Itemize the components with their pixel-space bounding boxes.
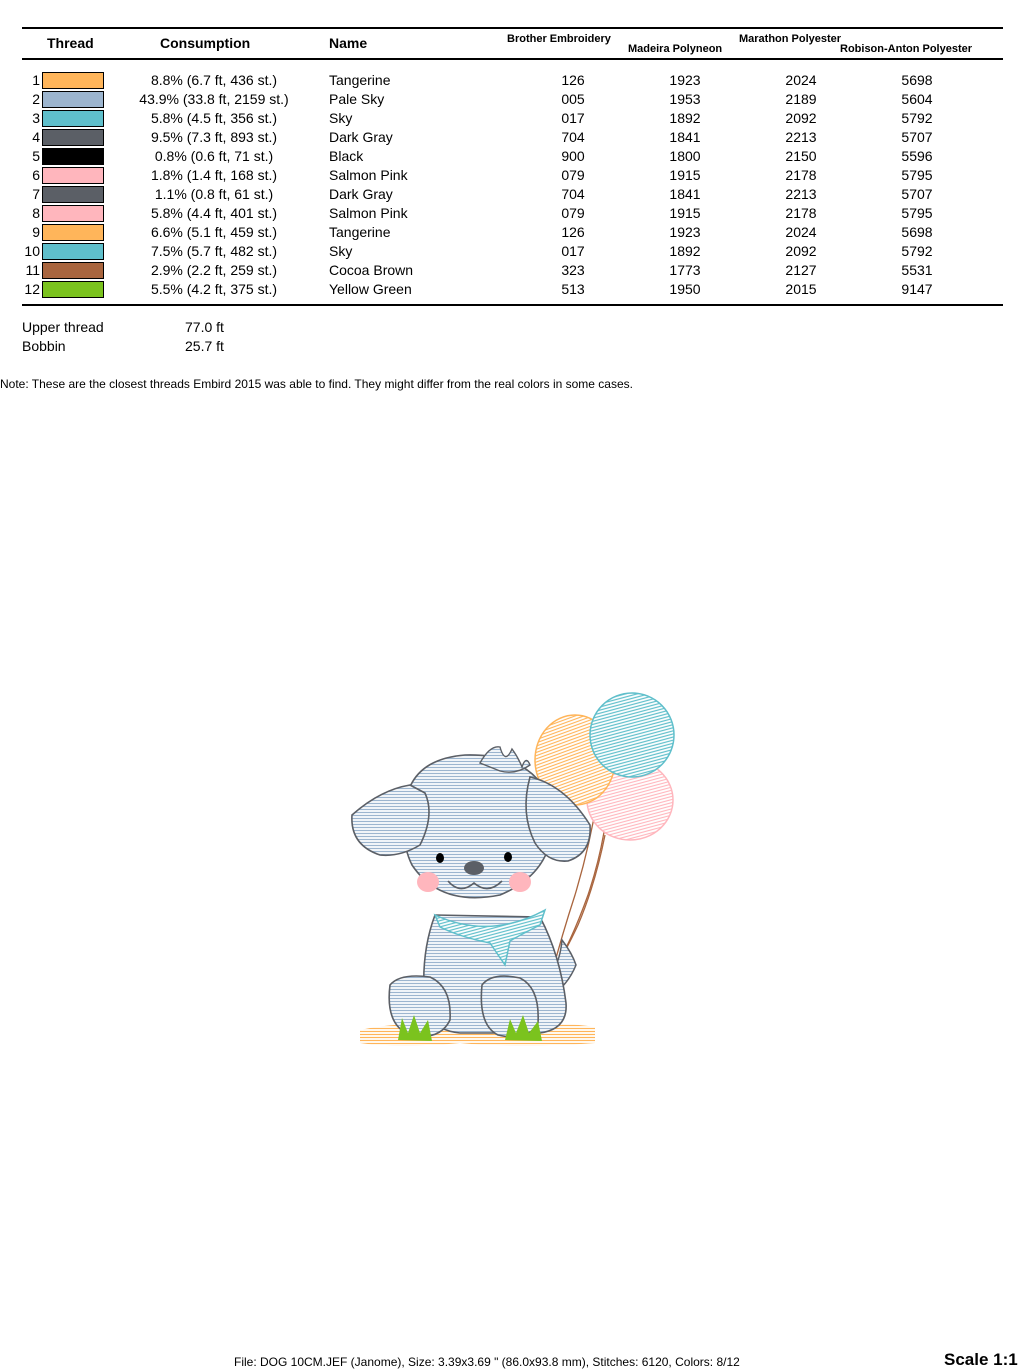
thread-color-swatch xyxy=(42,205,104,222)
thread-color-swatch xyxy=(42,72,104,89)
robison-code: 5707 xyxy=(901,129,933,145)
embroidery-dog-with-balloons xyxy=(340,685,680,1055)
marathon-code: 2092 xyxy=(785,243,817,259)
dog-nose xyxy=(464,861,484,875)
bobbin-label: Bobbin xyxy=(22,338,66,354)
madeira-code: 1841 xyxy=(669,129,701,145)
thread-number: 3 xyxy=(32,110,40,126)
table-row xyxy=(0,128,1024,147)
thread-name: Tangerine xyxy=(329,72,391,88)
table-row xyxy=(0,185,1024,204)
table-row xyxy=(0,280,1024,299)
robison-code: 5707 xyxy=(901,186,933,202)
thread-number: 9 xyxy=(32,224,40,240)
thread-number: 10 xyxy=(24,243,40,259)
marathon-code: 2127 xyxy=(785,262,817,278)
thread-consumption: 1.8% (1.4 ft, 168 st.) xyxy=(150,167,278,183)
marathon-code: 2092 xyxy=(785,110,817,126)
madeira-code: 1773 xyxy=(669,262,701,278)
scale-label: Scale 1:1 xyxy=(944,1350,1018,1369)
marathon-code: 2015 xyxy=(785,281,817,297)
robison-code: 5698 xyxy=(901,72,933,88)
brother-code: 126 xyxy=(561,72,585,88)
thread-name: Salmon Pink xyxy=(329,205,408,221)
teal-balloon xyxy=(590,693,674,777)
thread-consumption: 43.9% (33.8 ft, 2159 st.) xyxy=(139,91,289,107)
marathon-code: 2178 xyxy=(785,167,817,183)
thread-name: Sky xyxy=(329,110,353,126)
thread-color-swatch xyxy=(42,148,104,165)
robison-code: 5698 xyxy=(901,224,933,240)
robison-code: 5531 xyxy=(901,262,933,278)
brother-code: 079 xyxy=(561,205,585,221)
thread-number: 11 xyxy=(25,262,40,278)
marathon-code: 2024 xyxy=(785,224,817,240)
thread-number: 8 xyxy=(32,205,40,221)
thread-consumption: 5.8% (4.4 ft, 401 st.) xyxy=(150,205,278,221)
brother-code: 079 xyxy=(561,167,585,183)
thread-consumption: 1.1% (0.8 ft, 61 st.) xyxy=(154,186,274,202)
brother-code: 900 xyxy=(561,148,585,164)
header-marathon: Marathon Polyester xyxy=(739,33,842,45)
table-row xyxy=(0,109,1024,128)
thread-consumption: 8.8% (6.7 ft, 436 st.) xyxy=(150,72,278,88)
header-madeira: Madeira Polyneon xyxy=(628,43,723,55)
madeira-code: 1953 xyxy=(669,91,701,107)
thread-number: 4 xyxy=(32,129,40,145)
thread-color-swatch xyxy=(42,281,104,298)
thread-consumption: 5.5% (4.2 ft, 375 st.) xyxy=(150,281,278,297)
madeira-code: 1923 xyxy=(669,224,701,240)
brother-code: 017 xyxy=(561,110,585,126)
marathon-code: 2024 xyxy=(785,72,817,88)
thread-number: 5 xyxy=(32,148,40,164)
thread-number: 2 xyxy=(32,91,40,107)
thread-name: Black xyxy=(329,148,364,164)
thread-name: Dark Gray xyxy=(329,129,393,145)
brother-code: 704 xyxy=(561,186,585,202)
table-row xyxy=(0,204,1024,223)
table-row xyxy=(0,90,1024,109)
thread-consumption: 9.5% (7.3 ft, 893 st.) xyxy=(150,129,278,145)
upper-thread-label: Upper thread xyxy=(22,319,104,335)
robison-code: 5795 xyxy=(901,205,933,221)
header-consumption: Consumption xyxy=(160,35,251,51)
thread-name: Salmon Pink xyxy=(329,167,408,183)
marathon-code: 2213 xyxy=(785,186,817,202)
brother-code: 005 xyxy=(561,91,585,107)
thread-color-swatch xyxy=(42,91,104,108)
upper-thread-value: 77.0 ft xyxy=(185,319,224,335)
marathon-code: 2150 xyxy=(785,148,817,164)
thread-color-swatch xyxy=(42,186,104,203)
table-row xyxy=(0,166,1024,185)
table-row xyxy=(0,147,1024,166)
thread-name: Pale Sky xyxy=(329,91,385,107)
robison-code: 9147 xyxy=(901,281,933,297)
brother-code: 513 xyxy=(561,281,585,297)
table-row xyxy=(0,223,1024,242)
thread-number: 1 xyxy=(32,72,40,88)
header-thread: Thread xyxy=(47,35,94,51)
brother-code: 323 xyxy=(561,262,585,278)
header-bottom-rule xyxy=(22,58,1003,60)
marathon-code: 2189 xyxy=(785,91,817,107)
robison-code: 5795 xyxy=(901,167,933,183)
madeira-code: 1950 xyxy=(669,281,701,297)
thread-number: 6 xyxy=(32,167,40,183)
thread-name: Yellow Green xyxy=(329,281,412,297)
thread-number: 12 xyxy=(24,281,40,297)
thread-color-swatch xyxy=(42,167,104,184)
dog-left-ear xyxy=(352,785,429,855)
madeira-code: 1923 xyxy=(669,72,701,88)
table-bottom-rule xyxy=(22,304,1003,306)
madeira-code: 1892 xyxy=(669,110,701,126)
robison-code: 5792 xyxy=(901,243,933,259)
thread-name: Dark Gray xyxy=(329,186,393,202)
table-row xyxy=(0,242,1024,261)
thread-number: 7 xyxy=(32,186,40,202)
dog-left-eye xyxy=(436,853,444,863)
marathon-code: 2213 xyxy=(785,129,817,145)
brother-code: 017 xyxy=(561,243,585,259)
table-row xyxy=(0,71,1024,90)
dog-right-eye xyxy=(504,852,512,862)
header-brother: Brother Embroidery xyxy=(507,33,611,45)
brother-code: 126 xyxy=(561,224,585,240)
madeira-code: 1841 xyxy=(669,186,701,202)
robison-code: 5596 xyxy=(901,148,933,164)
file-info: File: DOG 10CM.JEF (Janome), Size: 3.39x3.69 " (86.0x93.8 mm), Stitches: 6120, Colors: 8/12 xyxy=(234,1355,740,1369)
thread-name: Tangerine xyxy=(329,224,391,240)
dog-right-cheek xyxy=(509,872,531,892)
madeira-code: 1892 xyxy=(669,243,701,259)
bobbin-value: 25.7 ft xyxy=(185,338,224,354)
marathon-code: 2178 xyxy=(785,205,817,221)
thread-color-swatch xyxy=(42,129,104,146)
thread-note: Note: These are the closest threads Embird 2015 was able to find. They might differ from the real colors in some cases. xyxy=(0,377,633,391)
table-row xyxy=(0,261,1024,280)
thread-consumption: 7.5% (5.7 ft, 482 st.) xyxy=(150,243,278,259)
robison-code: 5792 xyxy=(901,110,933,126)
dog-left-cheek xyxy=(417,872,439,892)
madeira-code: 1915 xyxy=(669,167,701,183)
thread-consumption: 2.9% (2.2 ft, 259 st.) xyxy=(150,262,278,278)
header-name: Name xyxy=(329,35,368,51)
dog-left-leg xyxy=(389,976,450,1036)
thread-name: Cocoa Brown xyxy=(329,262,414,278)
thread-consumption: 5.8% (4.5 ft, 356 st.) xyxy=(150,110,278,126)
thread-consumption: 0.8% (0.6 ft, 71 st.) xyxy=(154,148,274,164)
thread-color-swatch xyxy=(42,110,104,127)
madeira-code: 1800 xyxy=(669,148,701,164)
thread-name: Sky xyxy=(329,243,353,259)
thread-color-swatch xyxy=(42,262,104,279)
table-top-rule xyxy=(22,27,1003,29)
brother-code: 704 xyxy=(561,129,585,145)
thread-color-swatch xyxy=(42,224,104,241)
thread-consumption: 6.6% (5.1 ft, 459 st.) xyxy=(150,224,278,240)
robison-code: 5604 xyxy=(901,91,933,107)
thread-color-swatch xyxy=(42,243,104,260)
madeira-code: 1915 xyxy=(669,205,701,221)
header-robison: Robison-Anton Polyester xyxy=(840,43,973,55)
